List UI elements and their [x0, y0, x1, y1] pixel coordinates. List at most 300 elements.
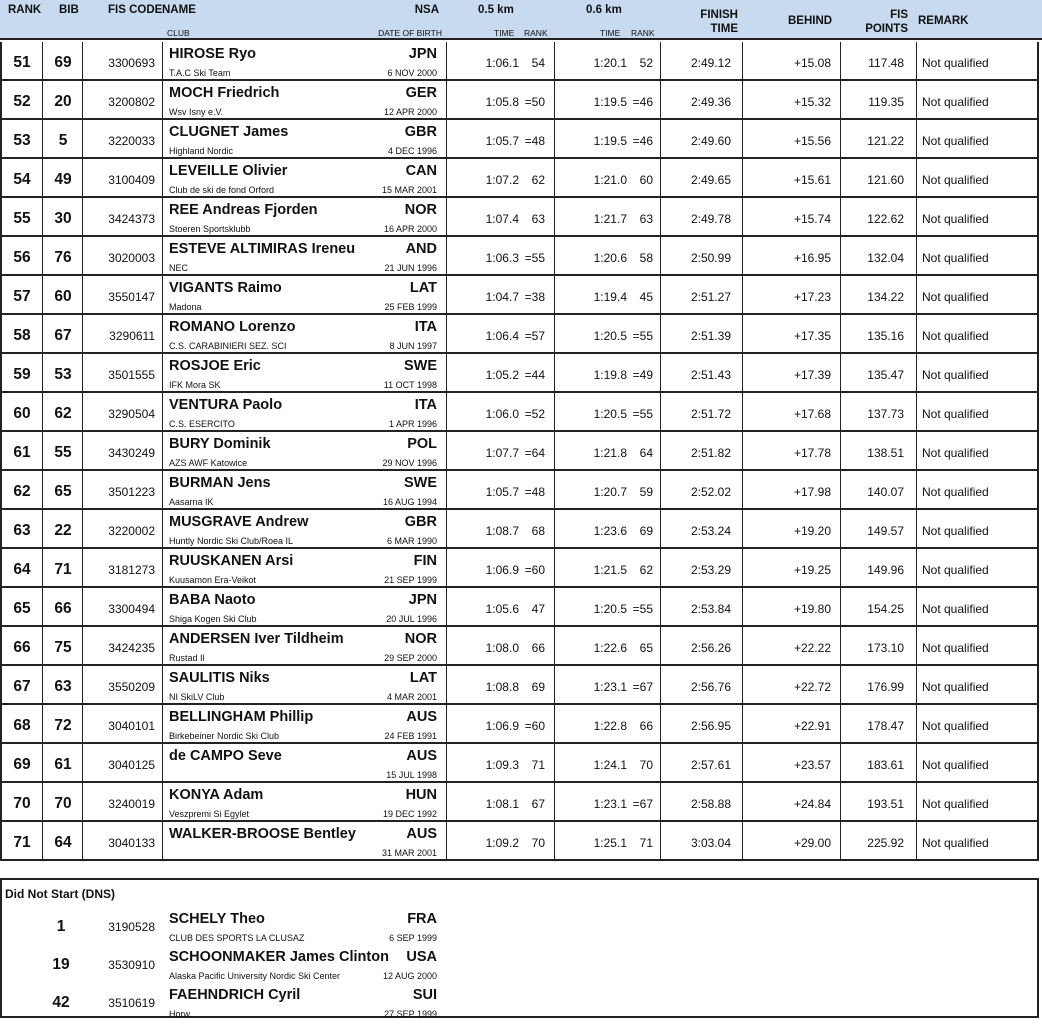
athlete-date-of-birth: 6 MAR 1990	[386, 536, 437, 546]
column-divider	[660, 393, 661, 430]
table-row	[0, 588, 1039, 627]
fis-points: 183.61	[867, 758, 904, 772]
dns-fis-code: 3510619	[108, 996, 155, 1010]
time-behind: +17.68	[793, 407, 831, 421]
column-divider	[840, 198, 841, 235]
athlete-nsa: SWE	[403, 475, 437, 491]
athlete-club: Aasarna IK	[169, 497, 214, 507]
column-divider	[446, 237, 447, 274]
athlete-club: Veszpremi Si Egylet	[169, 809, 250, 819]
column-divider	[840, 237, 841, 274]
split-1-rank: 71	[531, 758, 545, 772]
column-divider	[162, 354, 163, 391]
row-rank: 71	[13, 834, 31, 851]
row-fis-code: 3550209	[108, 680, 155, 694]
column-divider	[162, 315, 163, 352]
row-bib: 61	[54, 756, 72, 773]
split-2-time: 1:20.6	[593, 251, 627, 265]
header-date-of-birth: DATE OF BIRTH	[378, 28, 442, 38]
column-divider	[82, 354, 83, 391]
column-divider	[82, 393, 83, 430]
time-behind: +29.00	[793, 836, 831, 850]
split-1-rank: =38	[524, 290, 545, 304]
split-2-time: 1:20.5	[593, 407, 627, 421]
row-fis-code: 3424235	[108, 641, 155, 655]
split-1-time: 1:07.7	[485, 446, 519, 460]
column-divider	[446, 159, 447, 196]
column-divider	[660, 549, 661, 586]
fis-points: 121.22	[867, 134, 904, 148]
row-bib: 66	[54, 600, 72, 617]
column-divider	[742, 471, 743, 508]
column-divider	[446, 81, 447, 118]
table-row	[0, 237, 1039, 276]
dns-bib: 19	[52, 956, 70, 973]
split-1-rank: =60	[524, 563, 545, 577]
athlete-date-of-birth: 6 NOV 2000	[387, 68, 437, 78]
column-divider	[554, 705, 555, 742]
column-divider	[42, 159, 43, 196]
column-divider	[446, 822, 447, 859]
header-split-2-rank: RANK	[631, 28, 655, 38]
remark: Not qualified	[922, 485, 989, 499]
column-divider	[554, 159, 555, 196]
row-bib: 60	[54, 288, 72, 305]
column-divider	[916, 471, 917, 508]
header-split-2: 0.6 km	[586, 4, 622, 16]
column-divider	[916, 510, 917, 547]
athlete-date-of-birth: 12 APR 2000	[383, 107, 437, 117]
remark: Not qualified	[922, 446, 989, 460]
finish-time: 2:51.27	[690, 290, 731, 304]
athlete-name: BELLINGHAM Phillip	[169, 709, 314, 725]
header-club: CLUB	[167, 28, 190, 38]
column-divider	[916, 354, 917, 391]
row-fis-code: 3290611	[109, 329, 155, 343]
time-behind: +22.91	[793, 719, 831, 733]
column-divider	[82, 159, 83, 196]
athlete-name: LEVEILLE Olivier	[169, 163, 288, 179]
dns-athlete-date-of-birth: 12 AUG 2000	[382, 971, 437, 981]
row-rank: 55	[13, 210, 31, 227]
time-behind: +17.39	[793, 368, 831, 382]
column-divider	[742, 354, 743, 391]
fis-points: 135.47	[867, 368, 904, 382]
column-divider	[916, 81, 917, 118]
split-1-time: 1:07.2	[485, 173, 519, 187]
table-row	[0, 549, 1039, 588]
row-rank: 65	[13, 600, 31, 617]
remark: Not qualified	[922, 173, 989, 187]
column-divider	[742, 237, 743, 274]
column-divider	[82, 588, 83, 625]
remark: Not qualified	[922, 134, 989, 148]
header-name: NAME	[162, 4, 196, 16]
column-divider	[82, 510, 83, 547]
column-divider	[82, 276, 83, 313]
athlete-name: CLUGNET James	[169, 124, 289, 140]
header-split-2-time: TIME	[600, 28, 621, 38]
column-divider	[42, 705, 43, 742]
finish-time: 2:53.29	[690, 563, 731, 577]
column-divider	[840, 159, 841, 196]
column-divider	[42, 81, 43, 118]
row-fis-code: 3040101	[108, 719, 155, 733]
athlete-date-of-birth: 25 FEB 1999	[384, 302, 437, 312]
column-divider	[660, 705, 661, 742]
athlete-date-of-birth: 16 AUG 1994	[382, 497, 437, 507]
remark: Not qualified	[922, 563, 989, 577]
column-divider	[660, 159, 661, 196]
remark: Not qualified	[922, 758, 989, 772]
column-divider	[446, 354, 447, 391]
column-divider	[162, 120, 163, 157]
dns-row	[2, 912, 1037, 950]
column-divider	[82, 42, 83, 79]
column-divider	[554, 42, 555, 79]
athlete-name: de CAMPO Seve	[169, 748, 282, 764]
split-2-rank: 58	[639, 251, 653, 265]
column-divider	[840, 510, 841, 547]
column-divider	[42, 276, 43, 313]
fis-points: 176.99	[867, 680, 904, 694]
athlete-date-of-birth: 19 DEC 1992	[382, 809, 437, 819]
remark: Not qualified	[922, 407, 989, 421]
split-1-rank: 70	[531, 836, 545, 850]
header-split-1: 0.5 km	[478, 4, 514, 16]
dns-athlete-name: SCHELY Theo	[169, 911, 265, 927]
column-divider	[162, 81, 163, 118]
column-divider	[916, 42, 917, 79]
remark: Not qualified	[922, 95, 989, 109]
remark: Not qualified	[922, 836, 989, 850]
athlete-name: BURMAN Jens	[169, 475, 271, 491]
column-divider	[42, 510, 43, 547]
split-2-time: 1:21.5	[593, 563, 627, 577]
column-divider	[162, 510, 163, 547]
column-divider	[554, 81, 555, 118]
athlete-club: NEC	[169, 263, 189, 273]
split-2-time: 1:23.6	[593, 524, 627, 538]
fis-points: 132.04	[867, 251, 904, 265]
row-bib: 62	[54, 405, 72, 422]
split-1-time: 1:05.6	[485, 602, 519, 616]
finish-time: 2:56.95	[690, 719, 731, 733]
column-divider	[916, 666, 917, 703]
column-divider	[162, 627, 163, 664]
column-divider	[840, 315, 841, 352]
time-behind: +17.35	[793, 329, 831, 343]
fis-points: 225.92	[867, 836, 904, 850]
column-divider	[446, 315, 447, 352]
split-1-time: 1:09.2	[485, 836, 519, 850]
row-rank: 52	[13, 93, 31, 110]
column-divider	[446, 627, 447, 664]
dns-athlete-club: Alaska Pacific University Nordic Ski Center	[169, 971, 341, 981]
column-divider	[742, 120, 743, 157]
athlete-club: IFK Mora SK	[169, 380, 221, 390]
remark: Not qualified	[922, 524, 989, 538]
dns-athlete-date-of-birth: 27 SEP 1999	[384, 1009, 437, 1019]
column-divider	[82, 705, 83, 742]
athlete-name: BURY Dominik	[169, 436, 271, 452]
split-1-rank: =60	[524, 719, 545, 733]
time-behind: +16.95	[793, 251, 831, 265]
header-remark: REMARK	[918, 15, 969, 27]
column-divider	[82, 432, 83, 469]
row-bib: 67	[54, 327, 72, 344]
header-fis-points: FIS POINTS	[865, 9, 908, 35]
athlete-name: VENTURA Paolo	[169, 397, 283, 413]
column-divider	[42, 393, 43, 430]
table-row	[0, 627, 1039, 666]
column-divider	[742, 432, 743, 469]
column-divider	[554, 120, 555, 157]
row-rank: 70	[13, 795, 31, 812]
column-divider	[82, 81, 83, 118]
split-2-rank: 69	[639, 524, 653, 538]
split-2-rank: 63	[639, 212, 653, 226]
row-bib: 63	[54, 678, 72, 695]
column-divider	[660, 42, 661, 79]
dns-athlete-date-of-birth: 6 SEP 1999	[389, 933, 437, 943]
column-divider	[742, 627, 743, 664]
row-bib: 69	[54, 54, 72, 71]
column-divider	[840, 822, 841, 859]
column-divider	[554, 315, 555, 352]
fis-points: 117.48	[868, 56, 904, 70]
split-2-rank: 62	[639, 563, 653, 577]
column-divider	[82, 120, 83, 157]
dns-athlete-name: SCHOONMAKER James Clinton	[169, 949, 389, 965]
row-fis-code: 3300494	[108, 602, 155, 616]
dns-athlete-nsa: SUI	[412, 987, 437, 1003]
row-rank: 63	[13, 522, 31, 539]
athlete-nsa: AUS	[406, 826, 437, 842]
column-divider	[916, 549, 917, 586]
row-rank: 53	[13, 132, 31, 149]
table-row	[0, 744, 1039, 783]
split-1-time: 1:06.3	[485, 251, 519, 265]
athlete-name: ESTEVE ALTIMIRAS Ireneu	[169, 241, 356, 257]
athlete-nsa: JPN	[408, 592, 437, 608]
column-divider	[742, 822, 743, 859]
column-divider	[840, 471, 841, 508]
split-1-time: 1:08.7	[485, 524, 519, 538]
row-bib: 5	[58, 132, 68, 149]
athlete-nsa: LAT	[409, 280, 437, 296]
split-1-time: 1:06.0	[485, 407, 519, 421]
finish-time: 2:49.60	[690, 134, 731, 148]
column-divider	[162, 159, 163, 196]
header-rank: RANK	[8, 4, 42, 16]
finish-time: 2:58.88	[690, 797, 731, 811]
athlete-date-of-birth: 21 SEP 1999	[384, 575, 437, 585]
split-1-rank: =57	[524, 329, 545, 343]
split-2-rank: 52	[639, 56, 653, 70]
column-divider	[660, 354, 661, 391]
dns-athlete-nsa: USA	[406, 949, 437, 965]
finish-time: 2:51.43	[690, 368, 731, 382]
split-1-rank: =64	[524, 446, 545, 460]
athlete-date-of-birth: 15 MAR 2001	[381, 185, 437, 195]
row-bib: 75	[54, 639, 72, 656]
athlete-date-of-birth: 24 FEB 1991	[384, 731, 437, 741]
column-divider	[42, 42, 43, 79]
column-divider	[82, 549, 83, 586]
athlete-nsa: FIN	[413, 553, 437, 569]
column-divider	[554, 198, 555, 235]
column-divider	[742, 705, 743, 742]
split-1-rank: =44	[524, 368, 545, 382]
fis-points: 137.73	[867, 407, 904, 421]
athlete-club: Rustad Il	[169, 653, 205, 663]
athlete-name: KONYA Adam	[169, 787, 264, 803]
athlete-nsa: AUS	[406, 748, 437, 764]
remark: Not qualified	[922, 251, 989, 265]
dns-athlete-name: FAEHNDRICH Cyril	[169, 987, 301, 1003]
column-divider	[42, 666, 43, 703]
column-divider	[916, 198, 917, 235]
row-fis-code: 3020003	[108, 251, 155, 265]
column-divider	[840, 783, 841, 820]
row-bib: 72	[54, 717, 72, 734]
column-divider	[660, 237, 661, 274]
column-divider	[82, 315, 83, 352]
column-divider	[554, 549, 555, 586]
fis-points: 193.51	[867, 797, 904, 811]
column-divider	[82, 627, 83, 664]
column-divider	[916, 432, 917, 469]
split-2-time: 1:20.7	[593, 485, 627, 499]
athlete-date-of-birth: 20 JUL 1996	[386, 614, 437, 624]
column-divider	[742, 159, 743, 196]
column-divider	[916, 627, 917, 664]
athlete-date-of-birth: 29 SEP 2000	[384, 653, 437, 663]
split-2-rank: =67	[632, 680, 653, 694]
column-divider	[554, 666, 555, 703]
fis-points: 154.25	[867, 602, 904, 616]
remark: Not qualified	[922, 368, 989, 382]
split-1-rank: =48	[524, 485, 545, 499]
athlete-club: Wsv Isny e.V.	[169, 107, 224, 117]
remark: Not qualified	[922, 680, 989, 694]
table-row	[0, 783, 1039, 822]
column-divider	[742, 549, 743, 586]
athlete-nsa: LAT	[409, 670, 437, 686]
athlete-date-of-birth: 4 DEC 1996	[387, 146, 437, 156]
row-fis-code: 3200802	[108, 95, 155, 109]
table-header	[0, 0, 1042, 40]
column-divider	[446, 588, 447, 625]
column-divider	[660, 666, 661, 703]
split-2-rank: =55	[632, 329, 653, 343]
column-divider	[162, 783, 163, 820]
column-divider	[660, 120, 661, 157]
column-divider	[162, 237, 163, 274]
row-fis-code: 3300693	[108, 56, 155, 70]
table-row	[0, 42, 1039, 81]
header-behind: BEHIND	[788, 15, 833, 27]
athlete-nsa: NOR	[404, 202, 437, 218]
time-behind: +19.80	[793, 602, 831, 616]
header-fis-code: FIS CODE	[108, 4, 163, 16]
column-divider	[916, 783, 917, 820]
row-rank: 56	[13, 249, 31, 266]
column-divider	[916, 822, 917, 859]
time-behind: +17.78	[793, 446, 831, 460]
row-bib: 55	[54, 444, 72, 461]
split-2-time: 1:23.1	[593, 680, 627, 694]
header-finish-time: FINISH TIME	[700, 9, 738, 35]
table-row	[0, 120, 1039, 159]
column-divider	[446, 744, 447, 781]
time-behind: +15.08	[793, 56, 831, 70]
table-row	[0, 198, 1039, 237]
column-divider	[42, 783, 43, 820]
remark: Not qualified	[922, 329, 989, 343]
row-rank: 54	[13, 171, 31, 188]
column-divider	[742, 393, 743, 430]
split-2-rank: =46	[632, 95, 653, 109]
column-divider	[742, 315, 743, 352]
time-behind: +17.98	[793, 485, 831, 499]
row-rank: 61	[13, 444, 31, 461]
column-divider	[42, 549, 43, 586]
split-1-rank: 63	[531, 212, 545, 226]
athlete-club: Madona	[169, 302, 202, 312]
column-divider	[840, 393, 841, 430]
finish-time: 2:53.84	[690, 602, 731, 616]
athlete-date-of-birth: 21 JUN 1996	[384, 263, 437, 273]
column-divider	[840, 549, 841, 586]
row-bib: 70	[54, 795, 72, 812]
athlete-name: BABA Naoto	[169, 592, 256, 608]
dns-bib: 1	[56, 918, 66, 935]
column-divider	[660, 276, 661, 313]
finish-time: 2:52.02	[690, 485, 731, 499]
row-fis-code: 3220033	[108, 134, 155, 148]
split-1-time: 1:06.4	[485, 329, 519, 343]
split-1-time: 1:08.8	[485, 680, 519, 694]
fis-points: 119.35	[868, 95, 904, 109]
column-divider	[554, 393, 555, 430]
split-2-rank: =67	[632, 797, 653, 811]
athlete-date-of-birth: 1 APR 1996	[388, 419, 437, 429]
split-2-rank: 70	[639, 758, 653, 772]
row-fis-code: 3501223	[108, 485, 155, 499]
row-rank: 69	[13, 756, 31, 773]
fis-points: 121.60	[867, 173, 904, 187]
split-1-time: 1:05.7	[485, 134, 519, 148]
column-divider	[840, 588, 841, 625]
fis-points: 135.16	[867, 329, 904, 343]
column-divider	[660, 588, 661, 625]
column-divider	[554, 783, 555, 820]
column-divider	[162, 822, 163, 859]
athlete-name: HIROSE Ryo	[169, 46, 257, 62]
split-2-rank: 66	[639, 719, 653, 733]
split-2-time: 1:19.5	[593, 95, 627, 109]
column-divider	[42, 237, 43, 274]
column-divider	[916, 237, 917, 274]
column-divider	[554, 276, 555, 313]
dns-fis-code: 3530910	[108, 958, 155, 972]
athlete-club: Shiga Kogen Ski Club	[169, 614, 257, 624]
column-divider	[916, 744, 917, 781]
results-table	[0, 42, 1039, 861]
split-1-rank: =52	[524, 407, 545, 421]
